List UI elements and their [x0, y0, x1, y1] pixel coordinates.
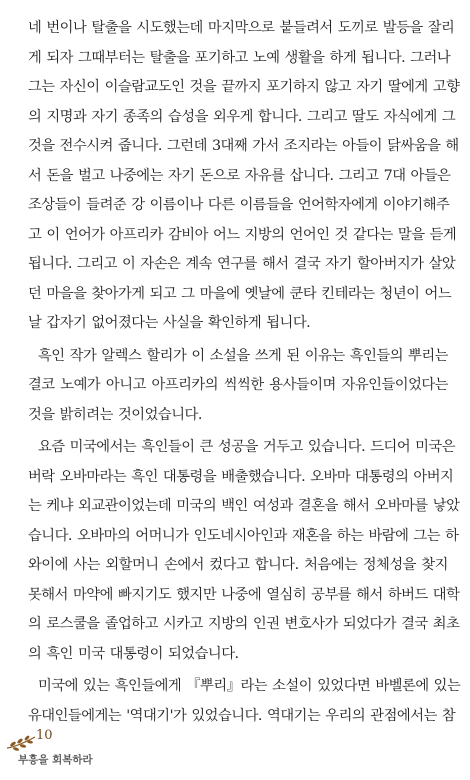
- text-line: 서 돈을 벌고 나중에는 자기 돈으로 자유를 삽니다. 그리고 7대 아들은: [28, 167, 451, 184]
- text-line: 습니다. 오바마의 어머니가 인도네시아인과 재혼을 하는 바람에 그는 하: [28, 527, 459, 544]
- text-line: 흑인 작가 알렉스 할리가 이 소설을 쓰게 된 이유는 흑인들의 뿌리는: [38, 347, 448, 364]
- text-line: 네 번이나 탈출을 시도했는데 마지막으로 붙들려서 도끼로 발등을 잘리: [28, 20, 455, 36]
- text-line: 는 케냐 외교관이었는데 미국의 백인 여성과 결혼을 해서 오바마를 낳았: [28, 498, 460, 514]
- text-line: 던 마을을 찾아가게 되고 그 마을에 옛날에 쿤타 킨테라는 청년이 어느: [28, 285, 452, 302]
- text-line: 날 갑자기 없어졌다는 사실을 확인하게 됩니다.: [28, 315, 311, 331]
- text-line: 의 로스쿨을 졸업하고 시카고 지방의 인권 변호사가 되었다가 결국 최초: [28, 616, 460, 632]
- page-number: 10: [36, 728, 53, 743]
- text-line: 버락 오바마라는 흑인 대통령을 배출했습니다. 오바마 대통령의 아버지: [28, 468, 454, 485]
- text-line: 조상들이 들려준 강 이름이나 다른 이름들을 언어학자에게 이야기해주: [28, 197, 450, 213]
- text-line: 와이에 사는 외할머니 손에서 컸다고 합니다. 처음에는 정체성을 찾지: [28, 557, 448, 573]
- text-line: 됩니다. 그리고 이 자손은 계속 연구를 해서 결국 자기 할아버지가 살았: [28, 256, 456, 272]
- text-line: 것을 밝히려는 것이었습니다.: [28, 406, 202, 423]
- page-footer: [0, 718, 470, 780]
- leaf-sprig-icon: [6, 734, 36, 752]
- text-line: 못해서 마약에 빠지기도 했지만 나중에 열심히 공부를 해서 하버드 대학: [28, 586, 460, 603]
- text-line: 것을 전수시켜 줍니다. 그런데 3대째 가서 조지라는 아들이 닭싸움을 해: [28, 138, 459, 154]
- book-title: 부흥을 회복하라: [18, 754, 93, 766]
- text-line: 결코 노예가 아니고 아프리카의 씩씩한 용사들이며 자유인들이었다는: [28, 377, 448, 393]
- text-line: 게 되자 그때부터는 탈출을 포기하고 노예 생활을 하게 됩니다. 그러나: [28, 49, 451, 66]
- text-line: 미국에 있는 흑인들에게 『뿌리』라는 소설이 있었다면 바벨론에 있는: [38, 678, 461, 694]
- text-line: 의 지명과 자기 종족의 습성을 외우게 합니다. 그리고 딸도 자식에게 그: [28, 108, 456, 125]
- text-line: 의 흑인 미국 대통령이 되었습니다.: [28, 645, 239, 662]
- text-line: 요즘 미국에서는 흑인들이 큰 성공을 거두고 있습니다. 드디어 미국은: [38, 439, 456, 455]
- page-body-text: [28, 14, 461, 731]
- text-line: 유대인들에게는 '역대기'가 있었습니다. 역대기는 우리의 관점에서는 참: [28, 707, 456, 724]
- text-line: 그는 자신이 이슬람교도인 것을 끝까지 포기하지 않고 자기 딸에게 고향: [28, 79, 460, 95]
- text-line: 고 이 언어가 아프리카 감비아 어느 지방의 언어인 것 같다는 말을 듣게: [28, 226, 457, 243]
